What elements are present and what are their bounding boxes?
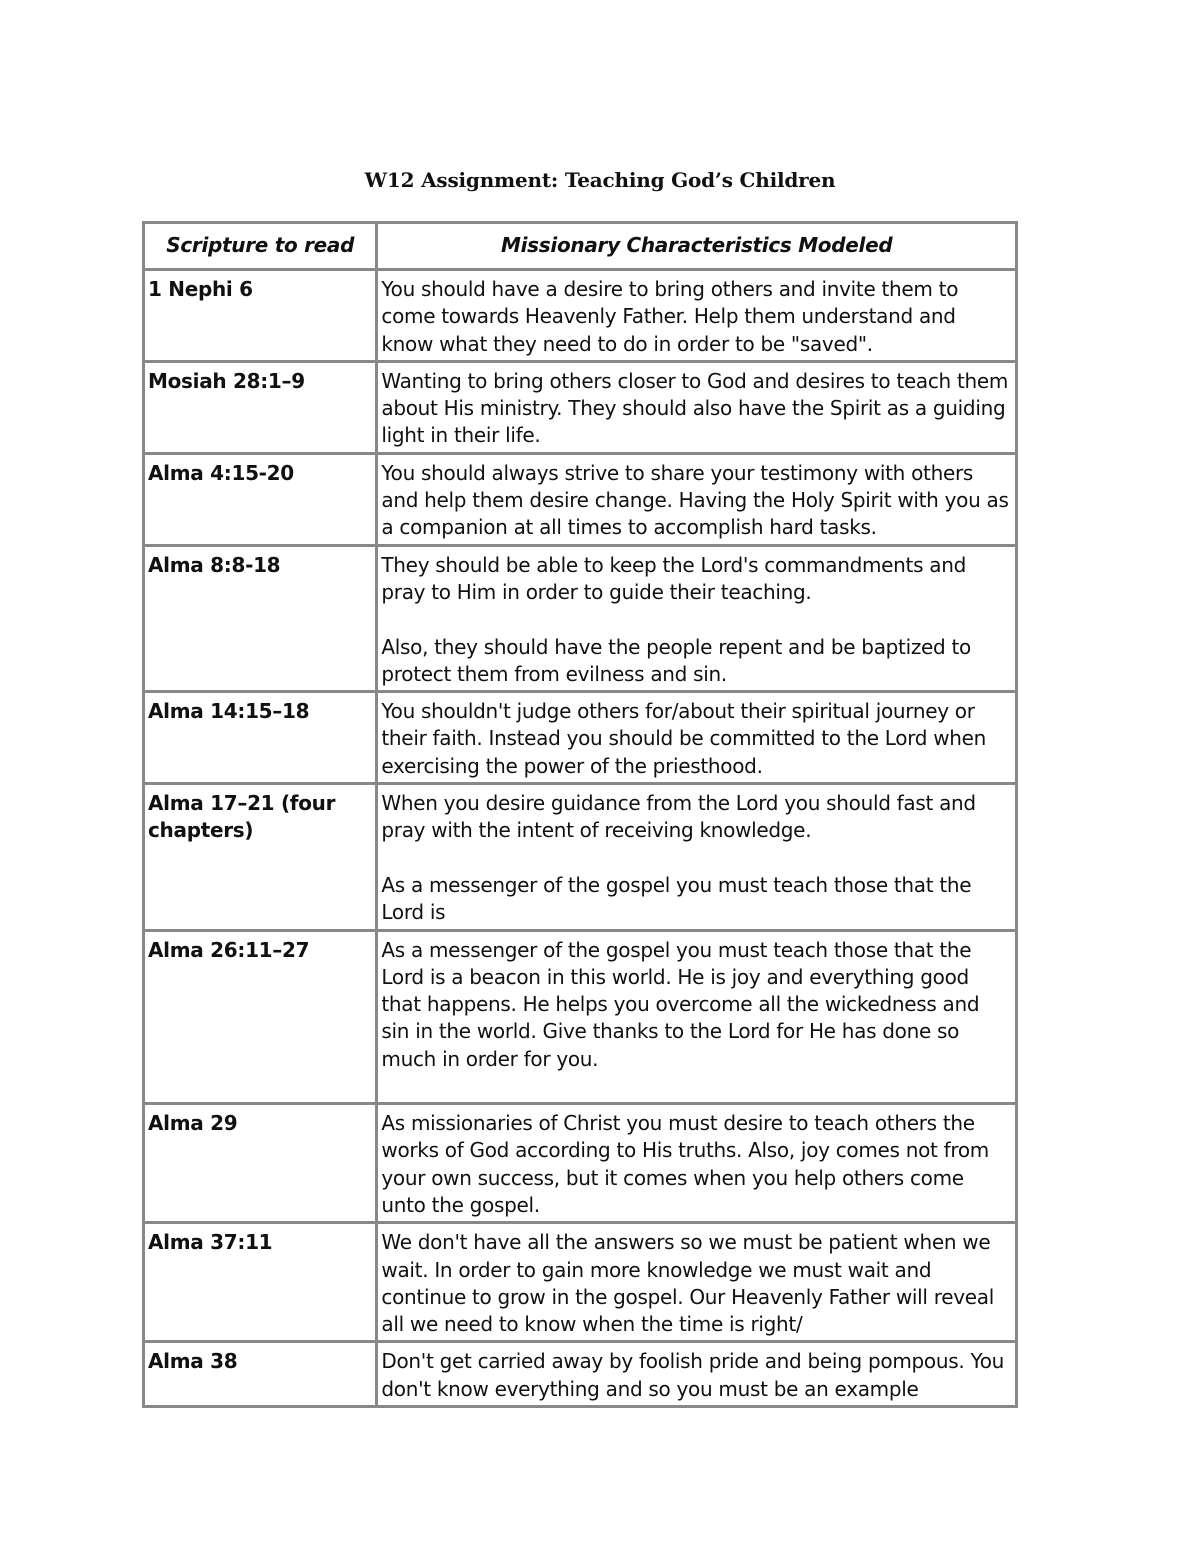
characteristics-paragraph: When you desire guidance from the Lord you should fast and pray with the intent of receiving knowledge. (381, 791, 976, 843)
characteristics-paragraph: As missionaries of Christ you must desire to teach others the works of God according to His truths. Also, joy comes not from your own success, but it comes when you help others come unto the gospel. (381, 1111, 989, 1217)
page-title: W12 Assignment: Teaching God’s Children (364, 168, 836, 192)
scripture-cell: Alma 37:11 (144, 1223, 377, 1342)
scripture-cell: Alma 29 (144, 1104, 377, 1223)
table-row (144, 453, 1017, 545)
table-header-row (144, 223, 1017, 270)
characteristics-paragraph: Also, they should have the people repent and be baptized to protect them from evilness and sin. (381, 634, 971, 686)
scripture-cell: Alma 4:15-20 (144, 453, 377, 545)
table-row (144, 1342, 1017, 1407)
table-row (144, 361, 1017, 453)
characteristics-cell (377, 453, 1017, 545)
scripture-cell: Alma 26:11–27 (144, 930, 377, 1103)
characteristics-cell (377, 545, 1017, 691)
characteristics-cell (377, 930, 1017, 1103)
characteristics-cell (377, 1223, 1017, 1342)
characteristics-paragraph: As a messenger of the gospel you must teach those that the Lord is (381, 872, 972, 925)
characteristics-paragraph: As a messenger of the gospel you must teach those that the Lord is a beacon in this world. He is joy and everything good that happens. He helps you overcome all the wickedness and sin in the world. Give thanks to the Lord for He has done so much in order for you. (381, 937, 980, 1071)
characteristics-cell (377, 270, 1017, 362)
characteristics-cell (377, 692, 1017, 784)
characteristics-paragraph: Don't get carried away by foolish pride and being pompous. You don't know everything and so you must be an example (381, 1349, 1005, 1401)
scripture-cell: Alma 8:8-18 (144, 545, 377, 691)
scripture-cell: Alma 14:15–18 (144, 692, 377, 784)
table-row (144, 930, 1017, 1103)
characteristics-paragraph: You shouldn't judge others for/about their spiritual journey or their faith. Instead you should be committed to the Lord when exercising the power of the priesthood. (381, 699, 987, 778)
characteristics-paragraph: You should have a desire to bring others and invite them to come towards Heavenly Father. Help them understand and know what they need to do in order to be "saved". (381, 277, 959, 356)
table-row (144, 270, 1017, 362)
characteristics-cell (377, 361, 1017, 453)
table-row (144, 1223, 1017, 1342)
characteristics-paragraph: You should always strive to share your testimony with others and help them desire change. Having the Holy Spirit with you as a companion at all times to accomplish hard tasks. (381, 460, 1009, 540)
characteristics-cell (377, 1342, 1017, 1407)
scripture-cell: Alma 38 (144, 1342, 377, 1407)
table-row (144, 784, 1017, 930)
scripture-cell: Alma 17–21 (four chapters) (144, 784, 377, 930)
characteristics-paragraph: They should be able to keep the Lord's commandments and pray to Him in order to guide their teaching. (381, 552, 966, 604)
scripture-cell: Mosiah 28:1–9 (144, 361, 377, 453)
characteristics-paragraph: We don't have all the answers so we must be patient when we wait. In order to gain more knowledge we must wait and continue to grow in the gospel. Our Heavenly Father will reveal all we need to know when the time is right/ (381, 1230, 994, 1337)
column-header-scripture: Scripture to read (144, 223, 377, 270)
characteristics-paragraph: Wanting to bring others closer to God and desires to teach them about His ministry. They should also have the Spirit as a guiding light in their life. (381, 368, 1009, 448)
scripture-table (142, 221, 1018, 1408)
characteristics-cell (377, 784, 1017, 930)
characteristics-cell (377, 1104, 1017, 1223)
scripture-cell: 1 Nephi 6 (144, 270, 377, 362)
table-row (144, 692, 1017, 784)
column-header-characteristics: Missionary Characteristics Modeled (377, 223, 1017, 270)
table-row (144, 545, 1017, 691)
table-row (144, 1104, 1017, 1223)
